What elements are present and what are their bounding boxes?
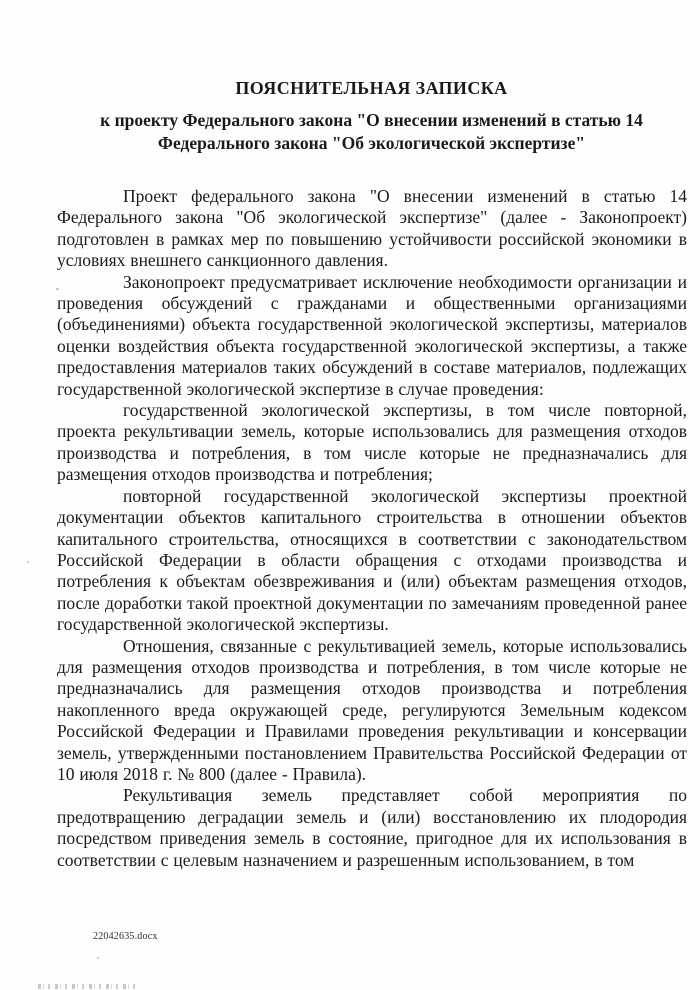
scan-speck — [97, 957, 99, 959]
barcode-artifact — [38, 984, 138, 989]
paragraph-intro: Проект федерального закона "О внесении изменений в статью 14 Федерального закона "Об экологической экспертизе" (далее - Законопроект) подготовлен в рамках мер по повышению устойчивости российской экономики в условиях внешнего санкционного давления. — [57, 186, 687, 271]
paragraph-relations: Отношения, связанные с рекультивацией земель, которые использовались для размещения отходов производства и потребления, в том числе которые не предназначались для размещения отходов производства и потребления накопленного вреда окружающей среде, регулируются Земельным кодексом Российской Федерации и Правилами проведения рекультивации и консервации земель, утвержденными постановлением Правительства Российской Федерации от 10 июля 2018 г. № 800 (далее - Правила). — [57, 635, 687, 784]
subtitle-line-2: Федерального закона "Об экологической экспертизе" — [157, 133, 586, 153]
footer-filename: 22042635.docx — [93, 931, 158, 942]
subtitle-line-1: к проекту Федерального закона "О внесении изменений в статью 14 — [100, 110, 643, 130]
paragraph-provisions: Законопроект предусматривает исключение необходимости организации и проведения обсуждений с гражданами и общественными организациями (объединениями) объекта государственной экологической экспертизы, материалов оценки воздействия объекта государственной экологической экспертизы, а также предоставления материалов таких обсуждений в составе материалов, подлежащих государственной экологической экспертизе в случае проведения: — [57, 271, 687, 399]
paragraph-case-1: государственной экологической экспертизы, в том числе повторной, проекта рекультивации земель, которые использовались для размещения отходов производства и потребления, в том числе которые не предназначались для размещения отходов производства и потребления; — [57, 400, 687, 485]
scan-speck — [56, 288, 59, 290]
scan-speck — [27, 561, 29, 563]
document-body — [57, 186, 687, 871]
paragraph-case-2: повторной государственной экологической экспертизы проектной документации объектов капитального строительства в отношении объектов капитального строительства, относящихся в соответствии с законодательством Российской Федерации в области обращения с отходами производства и потребления к объектам обезвреживания и (или) объектам размещения отходов, после доработки такой проектной документации по замечаниям проведенной ранее государственной экологической экспертизы. — [57, 485, 687, 635]
paragraph-recultivation: Рекультивация земель представляет собой мероприятия по предотвращению деградации земель и (или) восстановлению их плодородия посредством приведения земель в состояние, пригодное для их использования в соответствии с целевым назначением и разрешенным использованием, в том — [57, 785, 687, 870]
document-subtitle — [0, 109, 700, 155]
page-title: ПОЯСНИТЕЛЬНАЯ ЗАПИСКА — [235, 78, 508, 98]
